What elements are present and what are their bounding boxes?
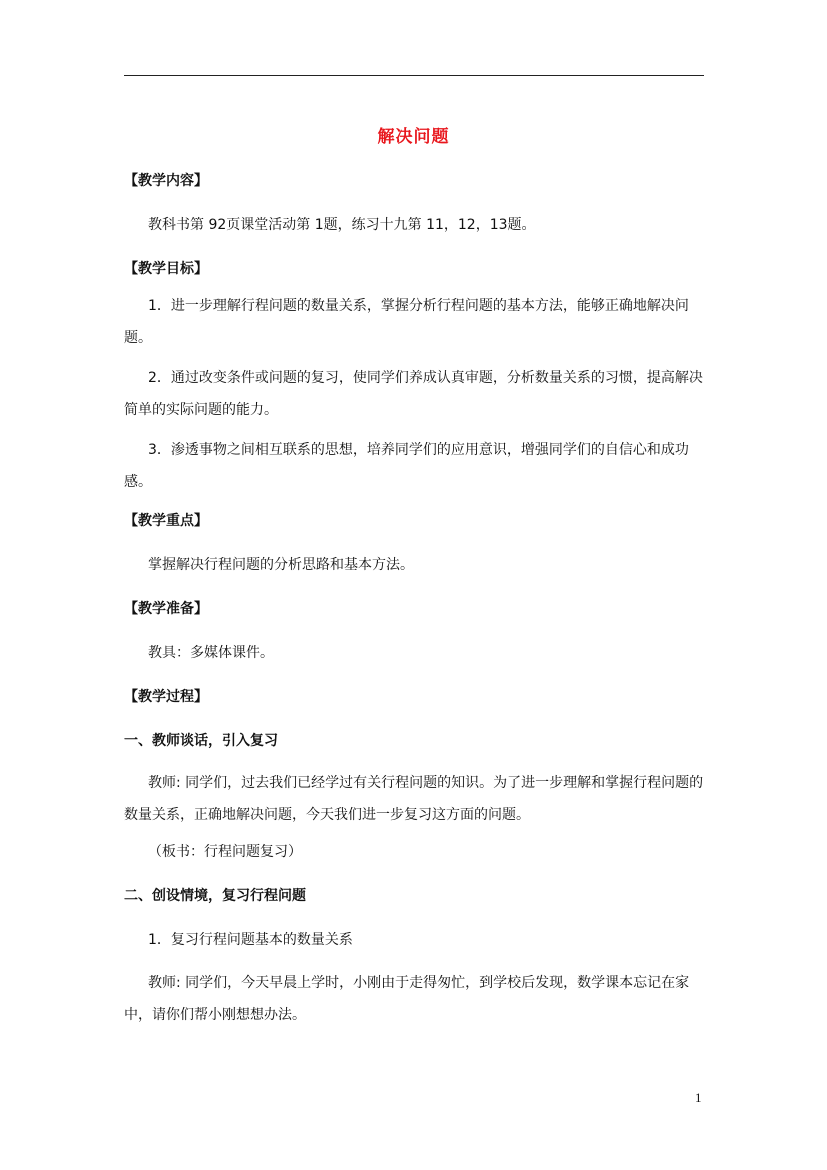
- process-heading: 【教学过程】: [124, 689, 208, 705]
- goal-3: 3．渗透事物之间相互联系的思想，培养同学们的应用意识，增强同学们的自信心和成功感。: [124, 442, 689, 490]
- goals-heading: 【教学目标】: [124, 261, 208, 277]
- document-title: 解决问题: [377, 127, 450, 147]
- section-1-heading: 一、教师谈话，引入复习: [124, 733, 278, 749]
- content-heading: 【教学内容】: [124, 173, 208, 189]
- document-body: [124, 170, 704, 1031]
- goal-1: 1．进一步理解行程问题的数量关系，掌握分析行程问题的基本方法，能够正确地解决问题。: [124, 298, 689, 346]
- section-2-item: 1．复习行程问题基本的数量关系: [148, 932, 353, 948]
- section-2-heading: 二、创设情境，复习行程问题: [124, 888, 306, 904]
- content-text: 教科书第 92页课堂活动第 1题，练习十九第 11，12，13题。: [148, 217, 536, 233]
- prep-text: 教具：多媒体课件。: [148, 645, 274, 661]
- section-1-note: （板书：行程问题复习）: [148, 844, 302, 860]
- prep-heading: 【教学准备】: [124, 601, 208, 617]
- section-1-paragraph: 教师: 同学们，过去我们已经学过有关行程问题的知识。为了进一步理解和掌握行程问题的数量关系，正确地解决问题，今天我们进一步复习这方面的问题。: [124, 775, 704, 823]
- keypoint-heading: 【教学重点】: [124, 513, 208, 529]
- section-2-paragraph: 教师: 同学们，今天早晨上学时，小刚由于走得匆忙，到学校后发现，数学课本忘记在家中，请你们帮小刚想想办法。: [124, 975, 690, 1023]
- goal-2: 2．通过改变条件或问题的复习，使同学们养成认真审题，分析数量关系的习惯，提高解决简单的实际问题的能力。: [124, 370, 703, 418]
- keypoint-text: 掌握解决行程问题的分析思路和基本方法。: [148, 557, 414, 573]
- header-rule: [124, 75, 704, 76]
- page-number: 1: [695, 1090, 702, 1105]
